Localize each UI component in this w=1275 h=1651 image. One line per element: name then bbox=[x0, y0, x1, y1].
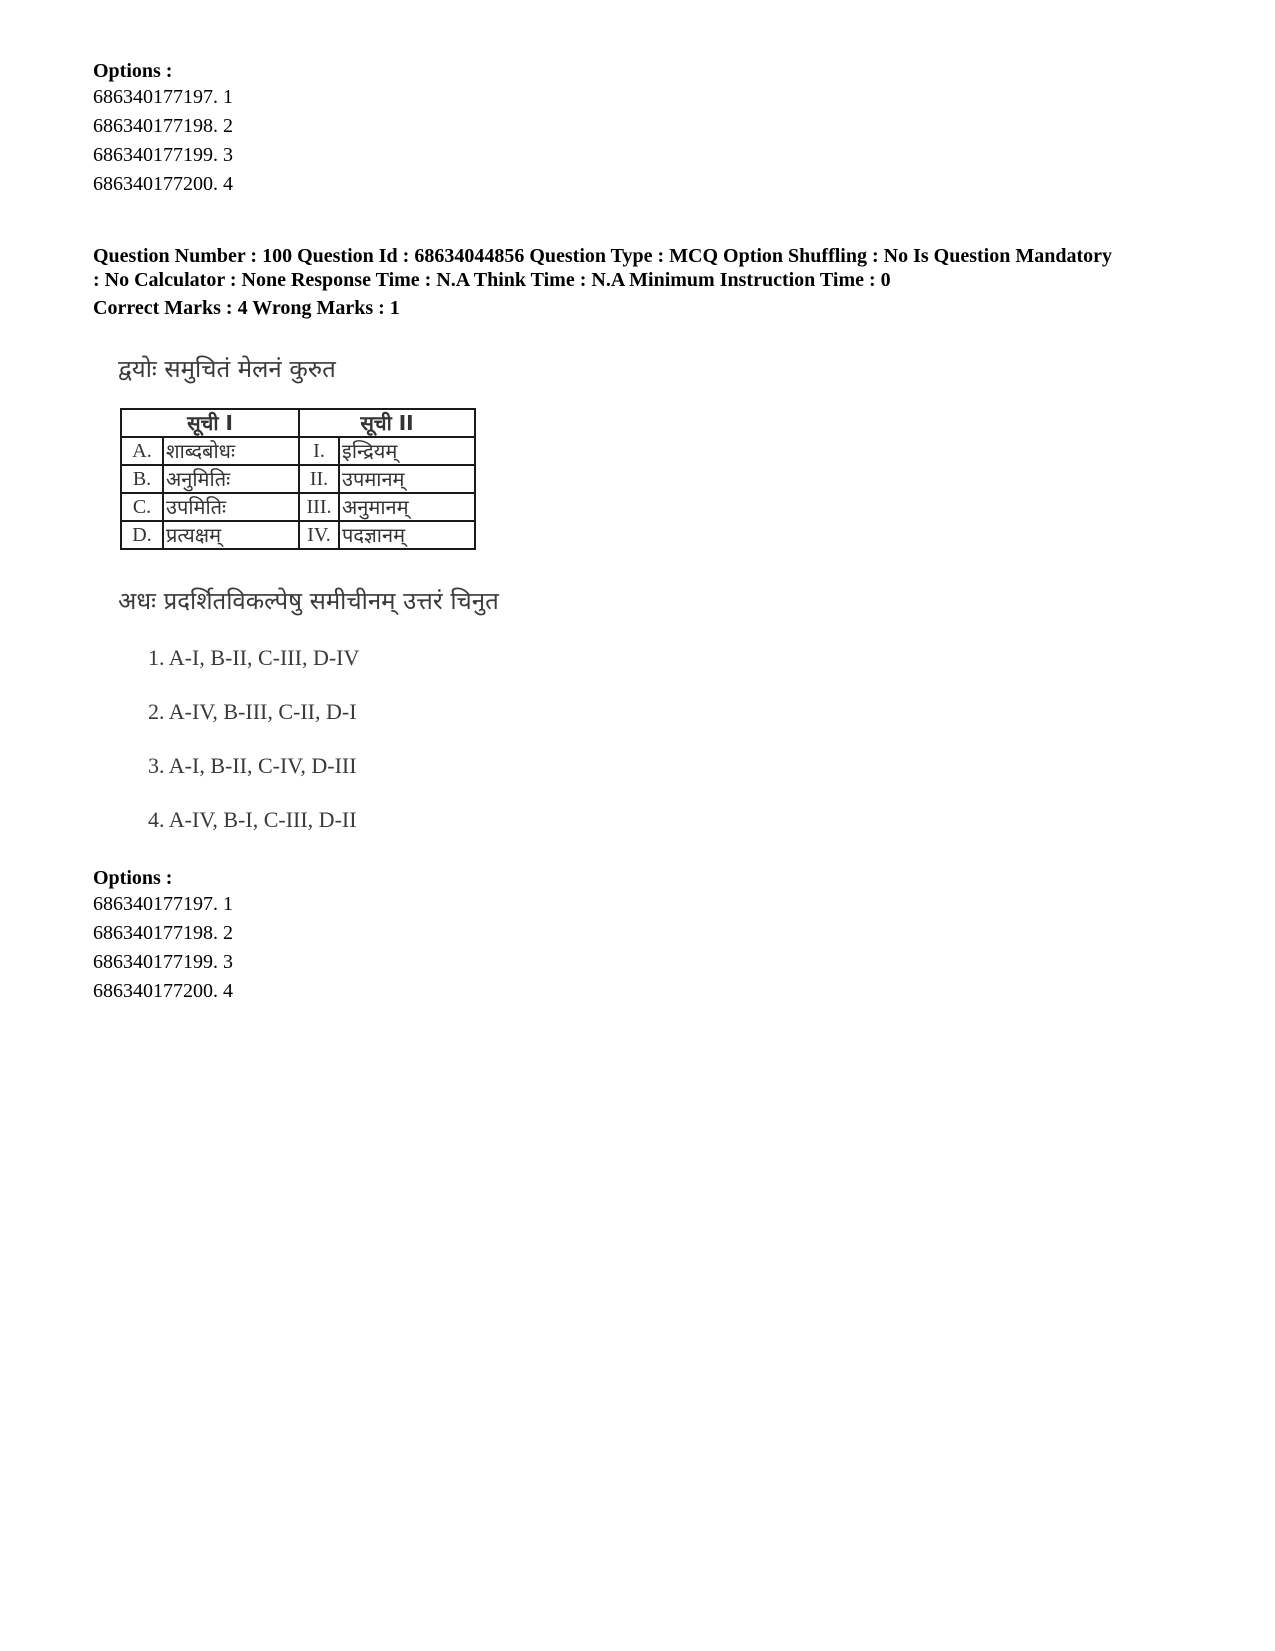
row-key-list-2: I. bbox=[299, 437, 339, 465]
match-table bbox=[120, 408, 476, 550]
options-section-bottom bbox=[93, 866, 1203, 1006]
option-item: 686340177200. 4 bbox=[93, 173, 233, 195]
answer-choice: 2. A-IV, B-III, C-II, D-I bbox=[148, 699, 357, 724]
table-row bbox=[121, 493, 475, 521]
table-row bbox=[121, 437, 475, 465]
question-sub-instruction: अधः प्रदर्शितविकल्पेषु समीचीनम् उत्तरं चिनुत bbox=[118, 587, 499, 615]
option-item: 686340177197. 1 bbox=[93, 893, 233, 915]
row-term-list-2: पदज्ञानम् bbox=[339, 521, 475, 549]
table-header-list-2: सूची II bbox=[299, 409, 475, 437]
question-image bbox=[118, 350, 678, 850]
option-item: 686340177198. 2 bbox=[93, 115, 233, 137]
answer-choice: 4. A-IV, B-I, C-III, D-II bbox=[148, 807, 357, 832]
options-heading: Options : bbox=[93, 60, 173, 82]
row-term-list-1: प्रत्यक्षम् bbox=[163, 521, 299, 549]
table-header-list-1: सूची I bbox=[121, 409, 299, 437]
table-row bbox=[121, 465, 475, 493]
options-heading: Options : bbox=[93, 867, 173, 889]
option-item: 686340177197. 1 bbox=[93, 86, 233, 108]
question-meta-line: Question Number : 100 Question Id : 68634044856 Question Type : MCQ Option Shuffling : No Is Question Mandatory bbox=[93, 245, 1112, 267]
row-key-list-1: C. bbox=[121, 493, 163, 521]
row-key-list-1: B. bbox=[121, 465, 163, 493]
row-key-list-1: D. bbox=[121, 521, 163, 549]
marks-line: Correct Marks : 4 Wrong Marks : 1 bbox=[93, 297, 400, 319]
option-item: 686340177199. 3 bbox=[93, 951, 233, 973]
table-row bbox=[121, 521, 475, 549]
row-term-list-1: उपमितिः bbox=[163, 493, 299, 521]
table-header-row bbox=[121, 409, 475, 437]
answer-choice: 1. A-I, B-II, C-III, D-IV bbox=[148, 645, 360, 670]
row-key-list-2: III. bbox=[299, 493, 339, 521]
answer-choice: 3. A-I, B-II, C-IV, D-III bbox=[148, 753, 357, 778]
question-instruction: द्वयोः समुचितं मेलनं कुरुत bbox=[118, 355, 336, 383]
row-term-list-1: अनुमितिः bbox=[163, 465, 299, 493]
answer-choices bbox=[148, 646, 359, 862]
option-item: 686340177200. 4 bbox=[93, 980, 233, 1002]
row-term-list-2: इन्द्रियम् bbox=[339, 437, 475, 465]
option-item: 686340177198. 2 bbox=[93, 922, 233, 944]
row-term-list-1: शाब्दबोधः bbox=[163, 437, 299, 465]
row-key-list-2: II. bbox=[299, 465, 339, 493]
question-meta bbox=[93, 244, 1203, 320]
row-key-list-1: A. bbox=[121, 437, 163, 465]
options-section-top bbox=[93, 59, 1203, 199]
row-term-list-2: उपमानम् bbox=[339, 465, 475, 493]
row-term-list-2: अनुमानम् bbox=[339, 493, 475, 521]
question-meta-line: : No Calculator : None Response Time : N.A Think Time : N.A Minimum Instruction Time : 0 bbox=[93, 269, 891, 291]
option-item: 686340177199. 3 bbox=[93, 144, 233, 166]
row-key-list-2: IV. bbox=[299, 521, 339, 549]
